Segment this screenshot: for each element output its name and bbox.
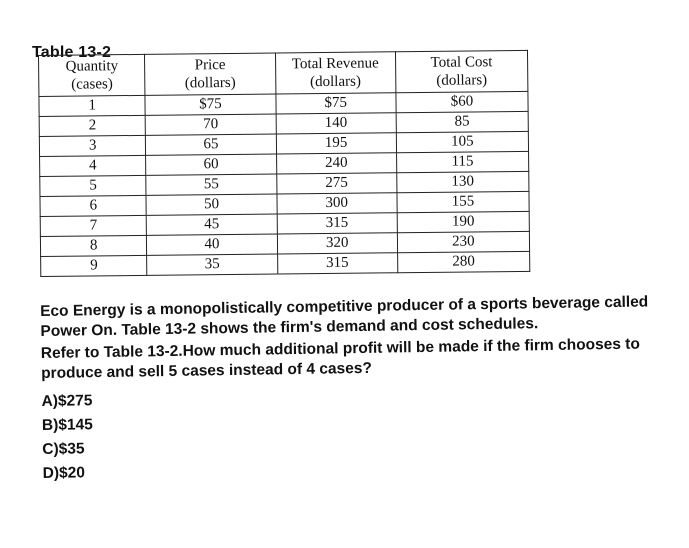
option-b: B)$145	[41, 416, 93, 434]
price-cell: 40	[147, 234, 277, 255]
total-cost-header: Total Cost (dollars)	[395, 50, 528, 92]
revenue-cell: 315	[277, 213, 397, 234]
cost-cell: 130	[397, 171, 529, 192]
answer-options	[41, 380, 672, 486]
quantity-header: Quantity (cases)	[39, 54, 146, 96]
quantity-cell: 9	[41, 255, 148, 276]
cost-cell: 105	[396, 131, 528, 152]
quantity-cell: 1	[39, 95, 146, 116]
cost-cell: 280	[397, 251, 529, 272]
quantity-cell: 6	[40, 195, 147, 216]
price-cell: 45	[147, 214, 277, 235]
price-cell: 55	[146, 174, 276, 195]
quantity-cell: 2	[39, 115, 146, 136]
table-title: Table 13-2	[32, 44, 112, 61]
cost-cell: $60	[396, 91, 528, 112]
revenue-cell: 315	[277, 253, 397, 274]
quantity-cell: 5	[40, 175, 147, 196]
revenue-cell: 195	[276, 133, 396, 154]
cost-cell: 115	[396, 151, 528, 172]
revenue-cell: 140	[276, 113, 396, 134]
table-row	[41, 251, 530, 276]
revenue-cell: 240	[276, 153, 396, 174]
revenue-cell: 300	[277, 193, 397, 214]
price-header: Price (dollars)	[145, 53, 276, 95]
option-c: C)$35	[42, 440, 85, 458]
data-table	[38, 50, 530, 277]
price-cell: 65	[146, 134, 276, 155]
option-a: A)$275	[41, 392, 93, 410]
question-block	[40, 292, 673, 486]
option-d: D)$20	[42, 464, 86, 482]
cost-cell: 155	[397, 191, 529, 212]
quantity-cell: 8	[40, 235, 147, 256]
price-cell: 50	[146, 194, 276, 215]
price-cell: 35	[147, 254, 277, 275]
quantity-cell: 7	[40, 215, 147, 236]
cost-cell: 190	[397, 211, 529, 232]
cost-cell: 230	[397, 231, 529, 252]
quantity-cell: 3	[39, 135, 146, 156]
quantity-cell: 4	[40, 155, 147, 176]
table-header-row	[39, 50, 528, 96]
question-prompt: Refer to Table 13-2.How much additional profit will be made if the firm chooses to produce and sell 5 cases instead of 4 cases?	[40, 335, 641, 382]
revenue-cell: 320	[277, 233, 397, 254]
revenue-cell: 275	[276, 173, 396, 194]
price-cell: 60	[146, 154, 276, 175]
question-intro: Eco Energy is a monopolistically competitive producer of a sports beverage called Power On. Table 13-2 shows the firm's demand and cost schedules.	[40, 293, 649, 340]
total-revenue-header: Total Revenue (dollars)	[275, 52, 396, 94]
price-cell: 70	[146, 114, 276, 135]
revenue-cell: $75	[275, 93, 395, 114]
price-cell: $75	[145, 94, 275, 115]
cost-cell: 85	[396, 111, 528, 132]
